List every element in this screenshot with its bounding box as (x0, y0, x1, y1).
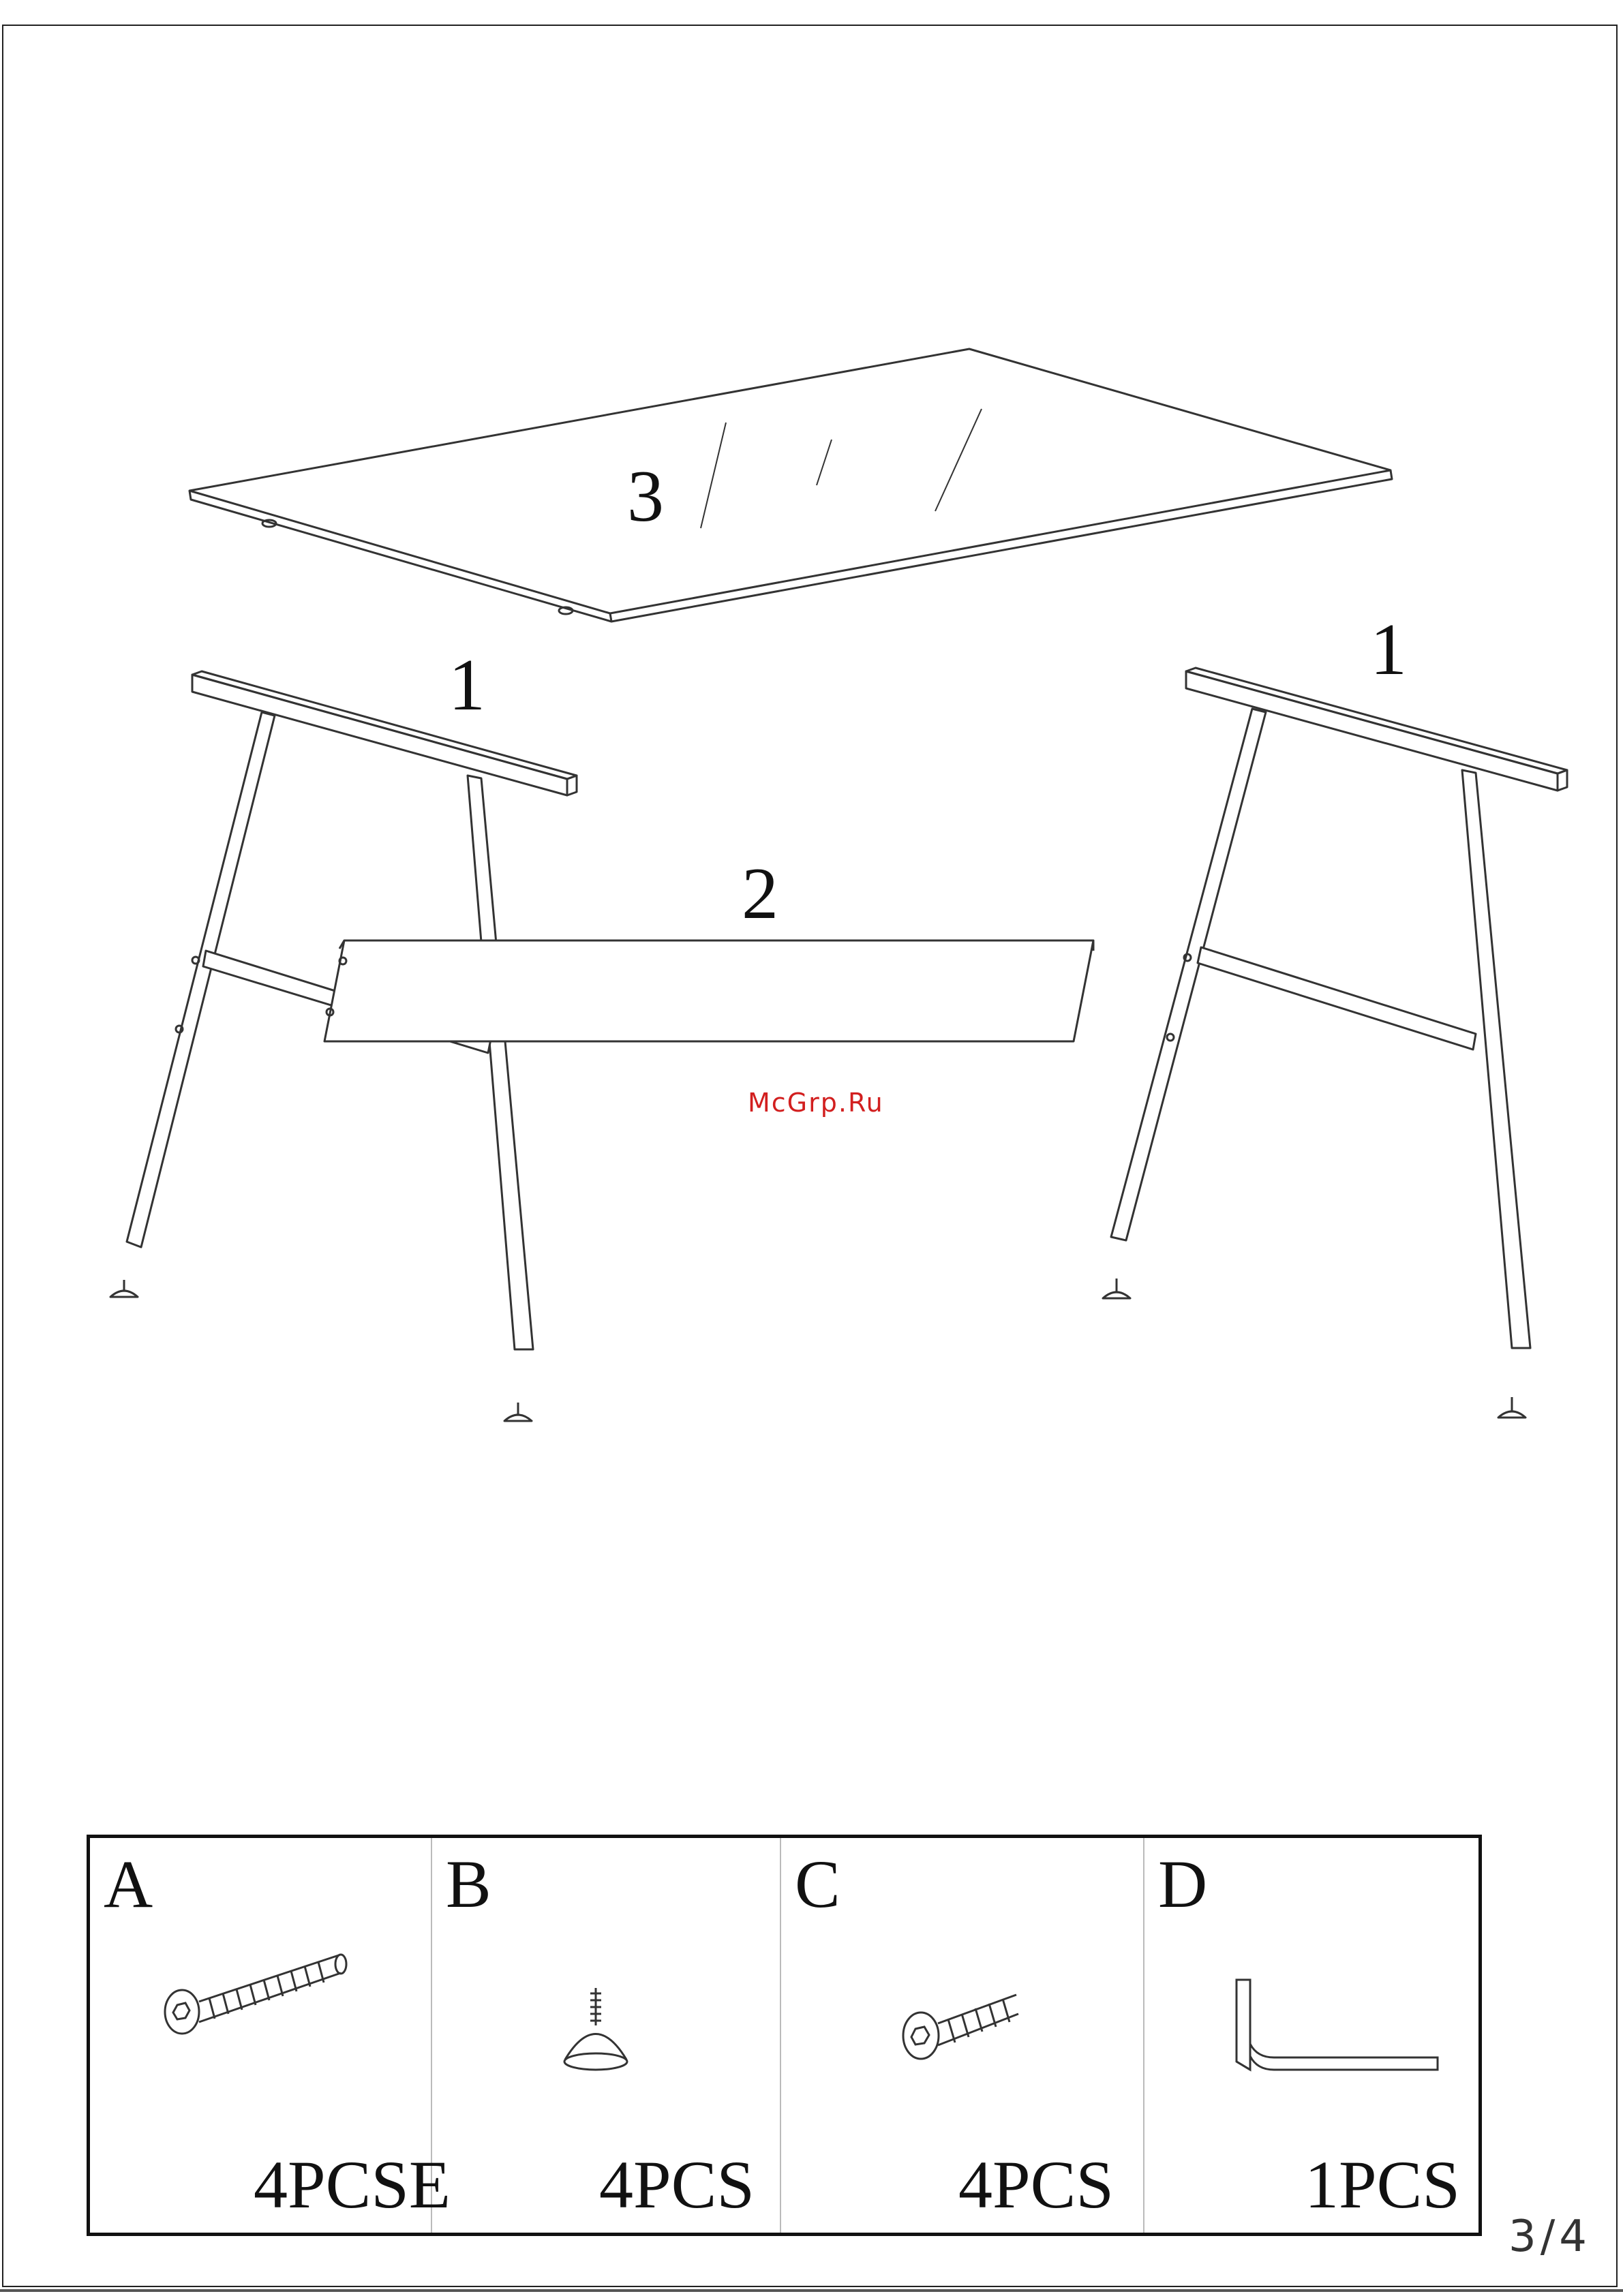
glass-top-drawing (189, 349, 1392, 622)
screw-short-icon (897, 1974, 1033, 2070)
right-frame-drawing (1103, 668, 1567, 1418)
part-label-glass-top: 3 (627, 456, 664, 537)
hardware-cell-d (1144, 1838, 1478, 2233)
page-number: 3/4 (1508, 2211, 1591, 2262)
watermark: McGrp.Ru (748, 1088, 884, 1118)
part-label-crossbar: 2 (742, 853, 778, 934)
part-label-left-frame: 1 (449, 645, 485, 726)
left-frame-drawing (110, 671, 577, 1421)
hardware-qty: 1PCS (1305, 2147, 1460, 2222)
hardware-cell-c (781, 1838, 1144, 2233)
allen-key-icon (1226, 1974, 1444, 2083)
hardware-table (87, 1835, 1482, 2236)
part-label-right-frame: 1 (1370, 609, 1407, 690)
hardware-letter: D (1158, 1846, 1208, 1922)
hardware-cell-b (432, 1838, 781, 2233)
bottom-rule (0, 2289, 1623, 2292)
crossbar-drawing (324, 940, 1093, 1041)
leveling-foot-icon (555, 1981, 637, 2077)
hardware-qty: 4PCS (599, 2147, 755, 2222)
hardware-letter: A (104, 1846, 153, 1922)
hardware-letter: B (446, 1846, 491, 1922)
hardware-qty: 4PCSE (254, 2147, 451, 2222)
hardware-letter: C (795, 1846, 840, 1922)
hardware-qty: 4PCS (958, 2147, 1114, 2222)
screw-long-icon (158, 1947, 376, 2042)
hardware-cell-a (90, 1838, 451, 2233)
